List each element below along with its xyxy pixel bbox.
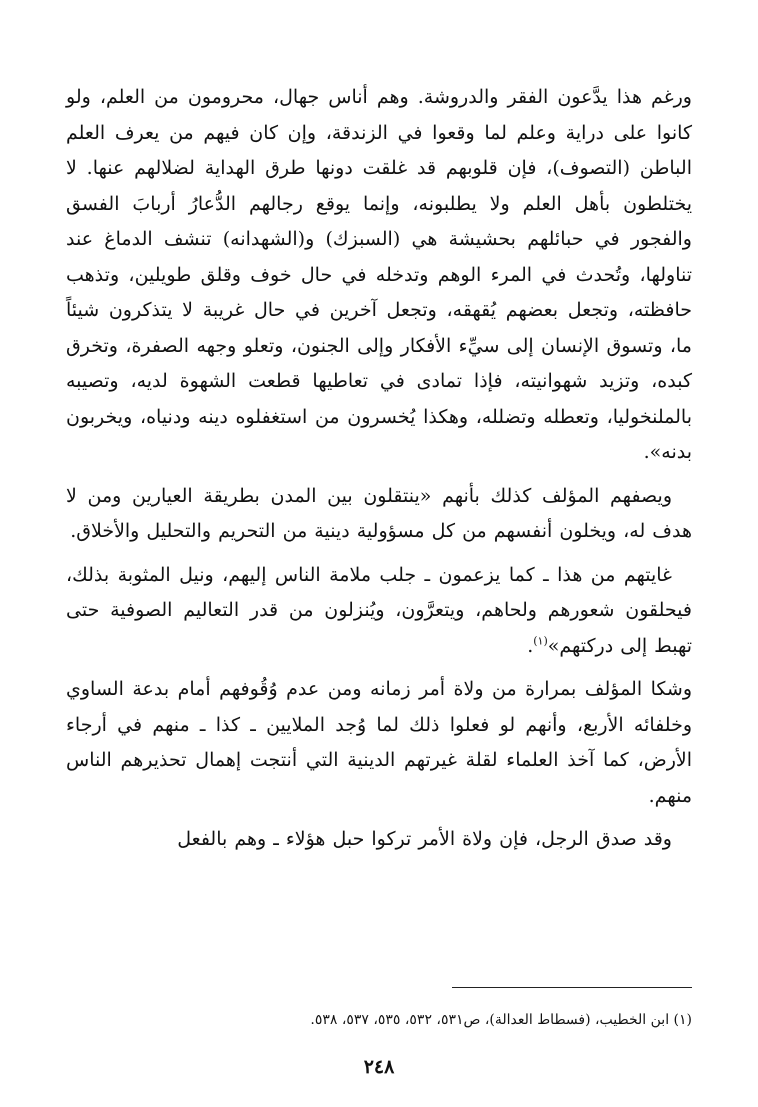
paragraph-5-text: وقد صدق الرجل، فإن ولاة الأمر تركوا حبل هؤلاء ـ وهم بالفعل <box>177 828 672 850</box>
paragraph-2-text: ويصفهم المؤلف كذلك بأنهم «ينتقلون بين المدن بطريقة العيارين ومن لا هدف له، ويخلون أنفسهم من كل مسؤولية دينية من التحريم والتحليل والأخلاق. <box>66 484 692 542</box>
footnote-divider <box>452 987 692 988</box>
footnote-marker: (١) <box>673 1012 692 1028</box>
paragraph-4-text: وشكا المؤلف بمرارة من ولاة أمر زمانه ومن عدم وُقُوفهم أمام بدعة الساوي وخلفائه الأربع، وأنهم لو فعلوا ذلك لما وُجد الملايين ـ كذا ـ منهم في أرجاء الأرض، كما آخذ العلماء لقلة غيرتهم الدينية التي أنتجت إهمال تحذيرهم الناس منهم. <box>66 678 692 807</box>
paragraph-4 <box>66 672 692 814</box>
paragraph-1 <box>66 80 692 471</box>
paragraph-2 <box>66 479 692 550</box>
paragraph-5 <box>66 822 692 858</box>
page-body <box>66 80 692 1107</box>
paragraph-3-text: غايتهم من هذا ـ كما يزعمون ـ جلب ملامة الناس إليهم، ونيل المثوبة بذلك، فيحلقون شعورهم ولحاهم، ويتعرَّون، ويُنزلون من قدر التعاليم الصوفية حتى تهبط إلى دركتهم» <box>66 563 692 657</box>
paragraph-1-text: ورغم هذا يدَّعون الفقر والدروشة. وهم أناس جهال، محرومون من العلم، ولو كانوا على دراية وعلم لما وقعوا في الزندقة، وإن كان فيهم من يعرف العلم الباطن (التصوف)، فإن قلوبهم قد غلقت دونها طرق الهداية لضلالهم عنها. لا يختلطون بأهل العلم ولا يطلبونه، وإنما يوقع رجالهم الدُّعارُ أربابَ الفسق والفجور في حبائلهم بحشيشة هي (السبزك) و(الشهدانه) تنشف الدماغ عند تناولها، وتُحدث في المرء الوهم وتدخله في حال خوف وقلق طويلين، وتذهب حافظته، وتجعل بعضهم يُقهقه، وتجعل آخرين في حال غريبة لا يتذكرون شيئاً ما، وتسوق الإنسان إلى سيِّء الأفكار وإلى الجنون، وتعلو وجهه الصفرة، وتخرق كبده، وتزيد شهوانيته، فإذا تمادى في تعاطيها قطعت الشهوة لديه، وتصيبه بالملنخوليا، وتعطله وتضلله، وهكذا يُخسرون من استغفلوه دينه ودنياه، ويخربون بدنه». <box>66 86 692 463</box>
paragraph-3 <box>66 558 692 665</box>
paragraph-3-tail: . <box>527 634 534 657</box>
footnote-reference[interactable]: (١) <box>533 634 548 648</box>
footnote <box>66 1009 692 1031</box>
footnote-text: ابن الخطيب، (فسطاط العدالة)، ص٥٣١، ٥٣٢، ٥٣٥، ٥٣٧، ٥٣٨. <box>310 1012 670 1028</box>
page-number: ٢٤٨ <box>363 1056 395 1078</box>
